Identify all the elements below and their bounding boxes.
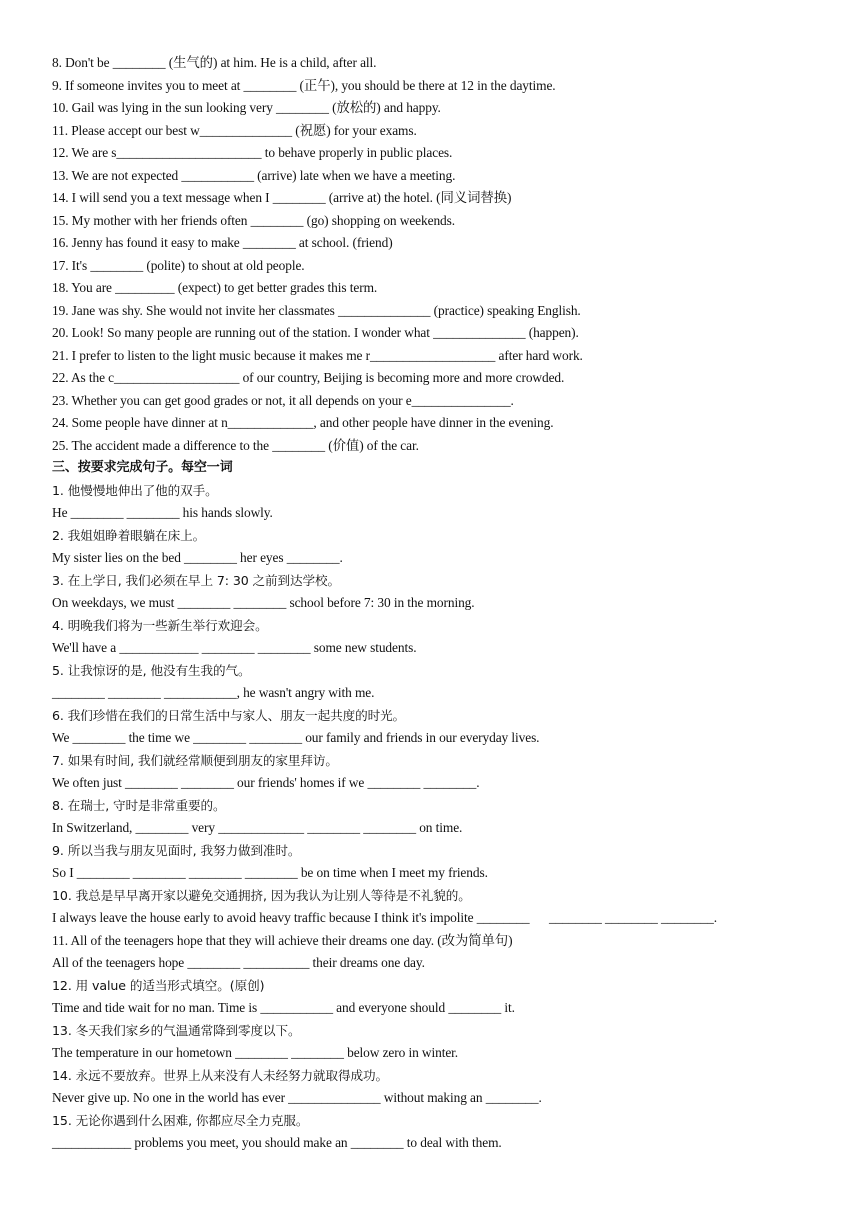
chinese-prompt-line: 9. 所以当我与朋友见面时, 我努力做到准时。 [52,842,301,858]
exercise-line: 17. It's ________ (polite) to shout at old people. [52,257,305,273]
chinese-prompt-line: 4. 明晚我们将为一些新生举行欢迎会。 [52,617,268,633]
section-heading: 三、按要求完成句子。每空一词 [52,460,233,475]
exercise-line: We ________ the time we ________ ________ our family and friends in our everyday lives. [52,730,540,745]
exercise-line: 14. I will send you a text message when I ________ (arrive at) the hotel. (同义词替换) [52,190,512,205]
chinese-prompt-line: 5. 让我惊讶的是, 他没有生我的气。 [52,662,251,678]
exercise-line: My sister lies on the bed ________ her eyes ________. [52,550,343,565]
exercise-line: 10. Gail was lying in the sun looking very ________ (放松的) and happy. [52,100,441,115]
chinese-prompt-line: 15. 无论你遇到什么困难, 你都应尽全力克服。 [52,1112,309,1128]
chinese-prompt-line: 14. 永远不要放弃。世界上从来没有人未经努力就取得成功。 [52,1067,388,1083]
exercise-line: 11. All of the teenagers hope that they will achieve their dreams one day. (改为简单句) [52,932,513,948]
exercise-line: 15. My mother with her friends often ________ (go) shopping on weekends. [52,212,456,228]
chinese-prompt-line: 8. 在瑞士, 守时是非常重要的。 [52,797,226,813]
chinese-prompt-line: 10. 我总是早早离开家以避免交通拥挤, 因为我认为让别人等待是不礼貌的。 [52,887,471,903]
exercise-line: All of the teenagers hope ________ __________ their dreams one day. [52,955,425,970]
exercise-line: The temperature in our hometown ________ ________ below zero in winter. [52,1045,459,1060]
exercise-line: 8. Don't be ________ (生气的) at him. He is a child, after all. [52,55,377,70]
exercise-line: 16. Jenny has found it easy to make ________ at school. (friend) [52,235,393,250]
chinese-prompt-line: 7. 如果有时间, 我们就经常顺便到朋友的家里拜访。 [52,752,338,768]
exercise-line: 25. The accident made a difference to the ________ (价值) of the car. [52,437,419,453]
exercise-line: 12. We are s______________________ to behave properly in public places. [52,145,453,160]
chinese-prompt-line: 2. 我姐姐睁着眼躺在床上。 [52,527,206,543]
chinese-prompt-line: 13. 冬天我们家乡的气温通常降到零度以下。 [52,1022,301,1038]
exercise-line: I always leave the house early to avoid heavy traffic because I think it's impolite ________ ________ ________ ________. [52,910,718,925]
chinese-prompt-line: 3. 在上学日, 我们必须在早上 7: 30 之前到达学校。 [52,572,341,588]
exercise-line: 20. Look! So many people are running out of the station. I wonder what ______________ (happen). [52,325,579,340]
chinese-prompt-line: 1. 他慢慢地伸出了他的双手。 [52,482,218,498]
exercise-line: ____________ problems you meet, you should make an ________ to deal with them. [52,1135,502,1150]
exercise-line: 19. Jane was shy. She would not invite her classmates ______________ (practice) speaking English. [52,302,581,318]
exercise-line: 21. I prefer to listen to the light music because it makes me r___________________ after hard work. [52,347,583,363]
chinese-prompt-line: 12. 用 value 的适当形式填空。(原创) [52,977,265,993]
exercise-line: 11. Please accept our best w______________ (祝愿) for your exams. [52,122,417,138]
exercise-line: 13. We are not expected ___________ (arrive) late when we have a meeting. [52,167,456,183]
exercise-line: 9. If someone invites you to meet at ________ (正午), you should be there at 12 in the daytime. [52,77,556,93]
exercise-line: 24. Some people have dinner at n_____________, and other people have dinner in the evening. [52,415,554,430]
exercise-line: So I ________ ________ ________ ________ be on time when I meet my friends. [52,865,488,880]
exercise-line: We'll have a ____________ ________ ________ some new students. [52,640,417,655]
exercise-line: Time and tide wait for no man. Time is ___________ and everyone should ________ it. [52,1000,515,1015]
exercise-line: Never give up. No one in the world has ever ______________ without making an ________. [52,1090,542,1105]
exercise-line: He ________ ________ his hands slowly. [52,505,273,520]
exercise-line: We often just ________ ________ our friends' homes if we ________ ________. [52,775,480,790]
exercise-line: In Switzerland, ________ very _____________ ________ ________ on time. [52,820,463,835]
chinese-prompt-line: 6. 我们珍惜在我们的日常生活中与家人、朋友一起共度的时光。 [52,707,406,723]
exercise-line: 22. As the c___________________ of our country, Beijing is becoming more and more crowded. [52,370,565,385]
exercise-line: 18. You are _________ (expect) to get better grades this term. [52,280,378,295]
exercise-line: ________ ________ ___________, he wasn't angry with me. [52,685,375,700]
exercise-line: On weekdays, we must ________ ________ school before 7: 30 in the morning. [52,595,475,610]
exercise-line: 23. Whether you can get good grades or not, it all depends on your e_______________. [52,392,514,408]
